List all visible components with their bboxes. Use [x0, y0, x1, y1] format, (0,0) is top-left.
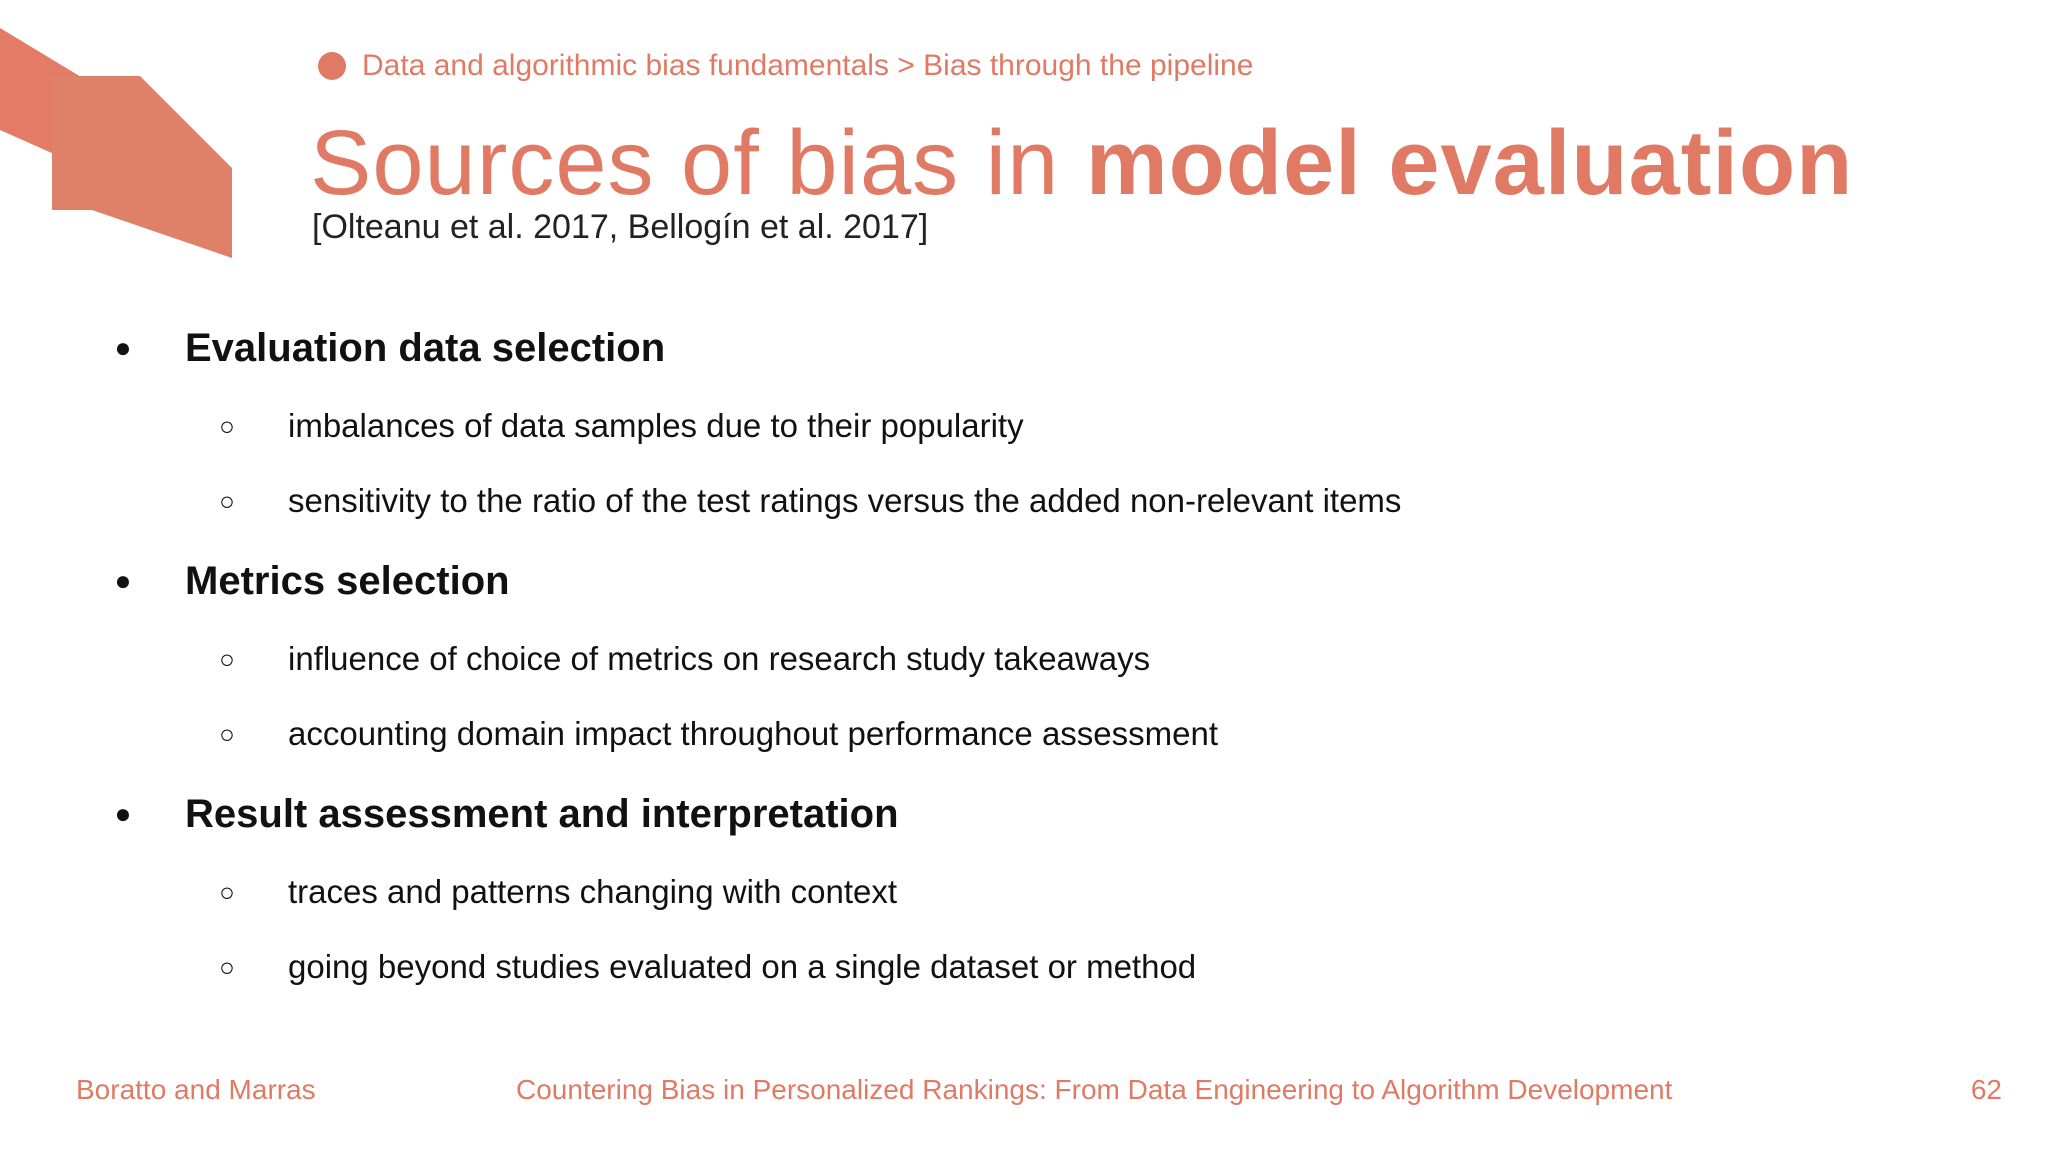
- bullet-icon: ●: [114, 332, 132, 363]
- footer-authors: Boratto and Marras: [76, 1074, 316, 1105]
- page-number: 62: [1970, 1074, 2002, 1105]
- section-heading: Metrics selection: [185, 558, 510, 603]
- list-item-text: traces and patterns changing with context: [288, 873, 898, 910]
- footer-talk-title: Countering Bias in Personalized Rankings: From Data Engineering to Algorithm Development: [516, 1074, 1673, 1105]
- breadcrumb: [318, 46, 1253, 86]
- sub-bullet-icon: ○: [219, 643, 235, 674]
- section-heading: Evaluation data selection: [185, 325, 666, 370]
- section-heading: Result assessment and interpretation: [185, 791, 899, 836]
- page-title: [310, 108, 1853, 218]
- sub-bullet-icon: ○: [219, 410, 235, 441]
- citation: [Olteanu et al. 2017, Bellogín et al. 2017]: [312, 208, 929, 246]
- title-bold: model evaluation: [1085, 112, 1854, 214]
- corner-decoration: [0, 0, 240, 260]
- sub-bullet-icon: ○: [219, 485, 235, 516]
- bullet-icon: ●: [114, 798, 132, 829]
- bullet-icon: ●: [114, 565, 132, 596]
- sub-bullet-icon: ○: [219, 876, 235, 907]
- title-light: Sources of bias in: [310, 112, 1086, 214]
- list-item-text: going beyond studies evaluated on a single dataset or method: [288, 948, 1197, 985]
- list-item-text: influence of choice of metrics on research study takeaways: [288, 640, 1151, 677]
- list-item-text: sensitivity to the ratio of the test ratings versus the added non-relevant items: [288, 482, 1402, 519]
- sub-bullet-icon: ○: [219, 718, 235, 749]
- corner-stripe-small: [52, 76, 232, 258]
- breadcrumb-dot-icon: [318, 52, 346, 80]
- sub-bullet-icon: ○: [219, 951, 235, 982]
- list-item-text: imbalances of data samples due to their popularity: [288, 407, 1024, 444]
- breadcrumb-text: Data and algorithmic bias fundamentals > Bias through the pipeline: [362, 49, 1254, 82]
- list-item-text: accounting domain impact throughout performance assessment: [288, 715, 1219, 752]
